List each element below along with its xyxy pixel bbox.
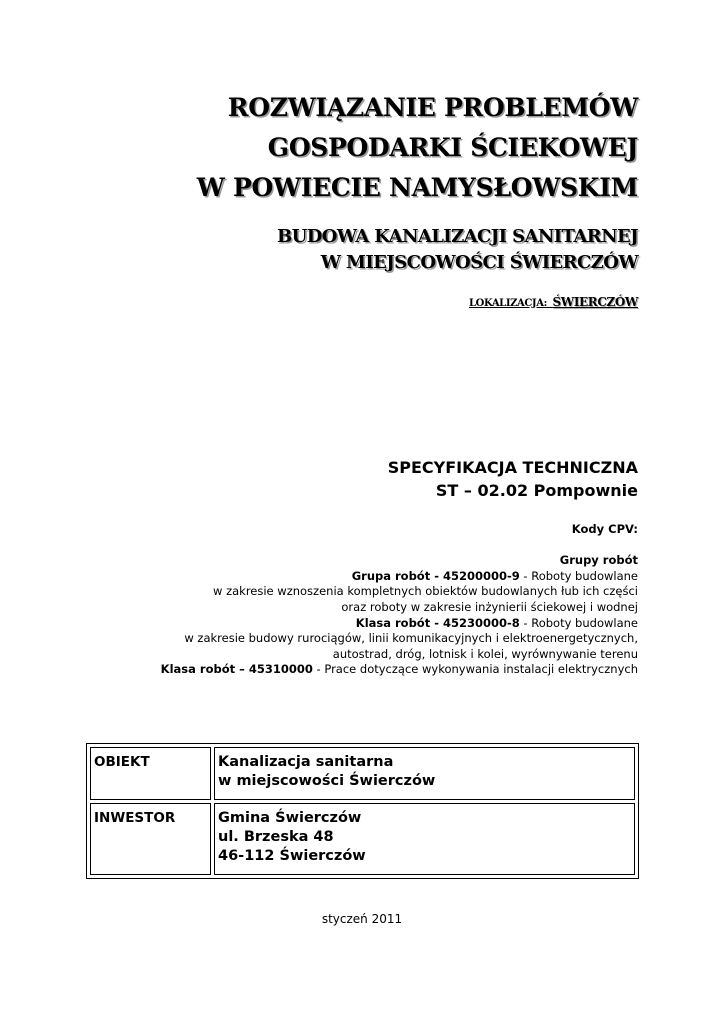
class-1-line-2: w zakresie budowy rurociągów, linii komunikacyjnych i elektroenergetycznych, [184,631,638,646]
object-line-2: w miejscowości Świerczów [218,773,436,789]
object-label: OBIEKT [90,747,211,800]
specification-heading [388,456,638,502]
cpv-codes [161,522,638,678]
document-subtitle [277,224,638,276]
investor-line-2: ul. Brzeska 48 [218,829,334,845]
table-row-investor [90,803,635,875]
subtitle-line-1: BUDOWA KANALIZACJI SANITARNEJ [277,226,638,247]
group-1 [161,569,638,585]
investor-line-1: Gmina Świerczów [218,810,362,826]
table-row-object [90,747,635,800]
location-value: ŚWIERCZÓW [552,295,638,309]
class-1-code: Klasa robót - 45230000-8 [355,615,520,630]
title-line-1: ROZWIĄZANIE PROBLEMÓW [227,93,638,122]
cpv-heading: Kody CPV: [571,522,638,536]
spec-title: SPECYFIKACJA TECHNICZNA [387,458,638,477]
info-table [86,743,639,879]
group-1-line-3: oraz roboty w zakresie inżynierii ściekowej i wodnej [341,599,638,614]
class-1-desc: - Roboty budowlane [519,615,638,630]
spacer [161,538,638,554]
object-value [214,747,635,800]
class-2-code: Klasa robót – 45310000 [160,662,313,677]
subtitle-line-2: W MIEJSCOWOŚCI ŚWIERCZÓW [320,252,638,273]
class-2 [161,662,638,678]
group-1-desc: - Roboty budowlane [519,568,638,583]
group-1-code: Grupa robót - 45200000-9 [351,568,520,583]
group-1-line-2: w zakresie wznoszenia kompletnych obiektów budowlanych łub ich części [213,584,638,599]
investor-line-3: 46-112 Świerczów [218,848,366,864]
class-1 [161,616,638,632]
class-1-line-3: autostrad, dróg, lotnisk i kolei, wyrównywanie terenu [332,646,638,661]
class-2-desc: - Prace dotyczące wykonywania instalacji elektrycznych [312,662,638,677]
title-line-2: GOSPODARKI ŚCIEKOWEJ [267,133,638,162]
location-label: LOKALIZACJA: [469,298,547,309]
spec-code: ST – 02.02 Pompownie [435,481,638,500]
document-title [197,88,638,208]
title-line-3: W POWIECIE NAMYSŁOWSKIM [196,173,638,202]
investor-label: INWESTOR [90,803,211,875]
investor-value [214,803,635,875]
object-line-1: Kanalizacja sanitarna [218,754,394,770]
location [469,291,638,310]
groups-heading: Grupy robót [559,553,638,568]
document-date: styczeń 2011 [321,912,403,926]
